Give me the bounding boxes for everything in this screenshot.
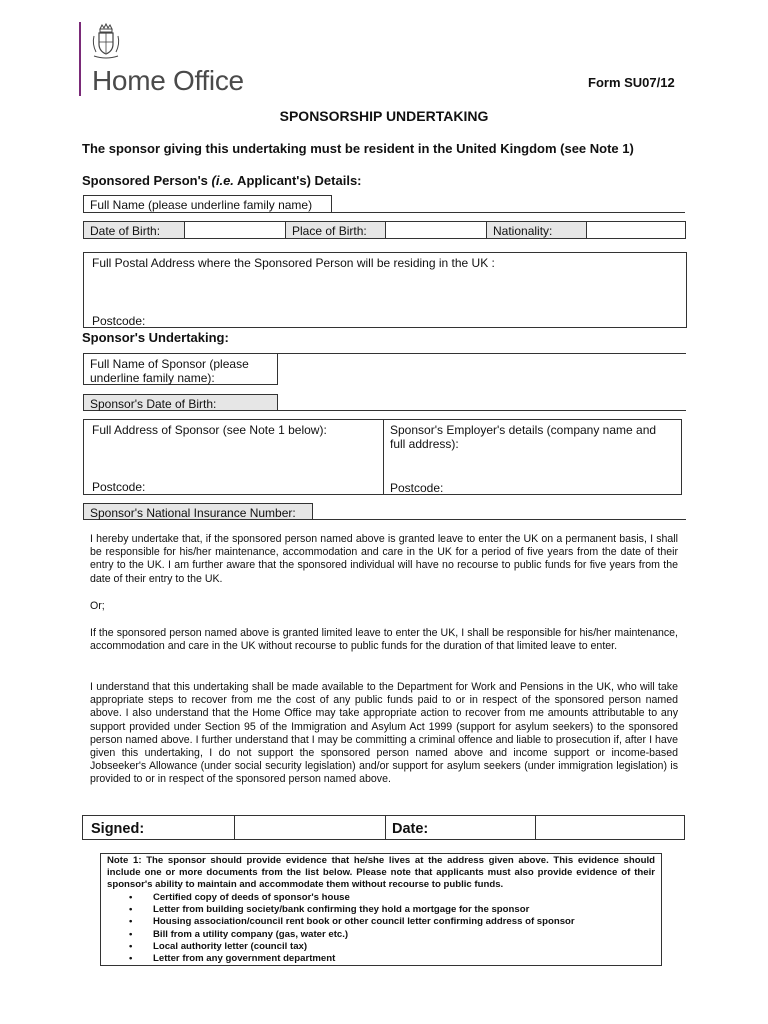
employer-label-line2: full address): bbox=[390, 437, 459, 451]
signature-row bbox=[82, 815, 685, 840]
full-name-label: Full Name (please underline family name) bbox=[90, 198, 313, 212]
signed-label: Signed: bbox=[91, 821, 145, 837]
brand-bar bbox=[79, 22, 81, 96]
list-item: • Local authority letter (council tax) bbox=[125, 941, 575, 953]
sponsor-address-field[interactable] bbox=[84, 420, 383, 494]
evidence-list bbox=[125, 892, 575, 965]
sponsor-name-label-line1: Full Name of Sponsor (please bbox=[90, 357, 249, 371]
nationality-label: Nationality: bbox=[487, 222, 586, 238]
list-item: • Certified copy of deeds of sponsor's house bbox=[125, 892, 575, 904]
full-name-label-box bbox=[83, 195, 332, 213]
list-item: • Bill from a utility company (gas, water etc.) bbox=[125, 929, 575, 941]
sponsor-address-label: Full Address of Sponsor (see Note 1 below): bbox=[92, 423, 327, 437]
undertaking-paragraph-limited: If the sponsored person named above is granted limited leave to enter the UK, I shall be responsible for his/her maintenance, accommodation and care in the UK without recourse to public funds for the duration of that limited leave to enter. bbox=[90, 627, 678, 653]
sponsor-dob-label-box bbox=[83, 394, 278, 411]
pob-label: Place of Birth: bbox=[286, 222, 385, 238]
document-title: SPONSORSHIP UNDERTAKING bbox=[279, 108, 489, 124]
signature-field[interactable] bbox=[235, 816, 385, 839]
employer-details-field[interactable] bbox=[384, 420, 681, 494]
undertaking-paragraph-liability: I understand that this undertaking shall be made available to the Department for Work and Pensions in the UK, who will take appropriate steps to recover from me the cost of any public funds paid to or in respect of the sponsored person named above. I also understand that the Home Office may take appropriate action to recover from me amounts attributable to any support provided under Section 95 of the Immigration and Asylum Act 1999 (support for asylum seekers) to the sponsored person named above. I further understand that I may be committing a criminal offence and liable to prosecution if, after I have given this undertaking, I do not support the sponsored person named above and income support or income-based Jobseeker's Allowance (under social security legislation) and/or support for asylum seekers (under immigration legislation) is provided to or in respect of the sponsored person named above. bbox=[90, 681, 678, 786]
nationality-field[interactable] bbox=[587, 222, 685, 238]
ni-label-box bbox=[83, 503, 313, 520]
sponsor-postcode-label: Postcode: bbox=[92, 480, 146, 494]
undertaking-paragraph-permanent: I hereby undertake that, if the sponsored person named above is granted leave to enter the UK on a permanent basis, I shall be responsible for his/her maintenance, accommodation and care in the UK for a period of five years from the date of their entry to the UK. I am further aware that the sponsored individual will have no recourse to public funds for five years from the date of their entry to the UK. bbox=[90, 533, 678, 585]
sponsor-name-label-box bbox=[83, 353, 278, 385]
sponsored-postcode-label: Postcode: bbox=[92, 314, 146, 328]
org-name: Home Office bbox=[92, 65, 244, 96]
note-1-text: Note 1: The sponsor should provide evidence that he/she lives at the address given above. This evidence should include one or more documents from the list below. Please note that applicants must also provide evidence of their sponsor's ability to maintain and accommodate them without recourse to public funds. bbox=[107, 855, 655, 890]
dob-label: Date of Birth: bbox=[84, 222, 184, 238]
sponsor-dob-label: Sponsor's Date of Birth: bbox=[90, 397, 217, 411]
date-label: Date: bbox=[392, 821, 429, 837]
royal-coat-of-arms-icon bbox=[91, 22, 121, 62]
sponsor-dob-field[interactable] bbox=[278, 410, 686, 411]
full-name-field[interactable] bbox=[332, 212, 685, 213]
pob-field[interactable] bbox=[386, 222, 486, 238]
ni-number-field[interactable] bbox=[313, 519, 686, 520]
sponsored-address-label: Full Postal Address where the Sponsored Person will be residing in the UK : bbox=[92, 256, 495, 270]
ni-label: Sponsor's National Insurance Number: bbox=[90, 506, 296, 520]
list-item: • Letter from any government department bbox=[125, 953, 575, 965]
form-number: Form SU07/12 bbox=[588, 75, 675, 90]
list-item: • Housing association/council rent book or other council letter confirming address of sponsor bbox=[125, 916, 575, 928]
employer-postcode-label: Postcode: bbox=[390, 481, 444, 495]
date-field[interactable] bbox=[536, 816, 684, 839]
list-item: • Letter from building society/bank confirming they hold a mortgage for the sponsor bbox=[125, 904, 575, 916]
sponsor-undertaking-heading: Sponsor's Undertaking: bbox=[82, 330, 229, 345]
sponsored-address-box[interactable] bbox=[83, 252, 687, 328]
sponsor-name-field[interactable] bbox=[278, 353, 686, 354]
residency-notice: The sponsor giving this undertaking must be resident in the United Kingdom (see Note 1) bbox=[82, 141, 634, 156]
employer-label-line1: Sponsor's Employer's details (company name and bbox=[390, 423, 657, 437]
sponsor-address-employer-box bbox=[83, 419, 682, 495]
note-1-box bbox=[100, 853, 662, 966]
sponsored-details-heading: Sponsored Person's (i.e. Applicant's) Details: bbox=[82, 173, 362, 188]
sponsor-name-label-line2: underline family name): bbox=[90, 371, 215, 385]
birth-details-row bbox=[83, 221, 686, 239]
dob-field[interactable] bbox=[185, 222, 285, 238]
undertaking-or: Or; bbox=[90, 600, 105, 612]
